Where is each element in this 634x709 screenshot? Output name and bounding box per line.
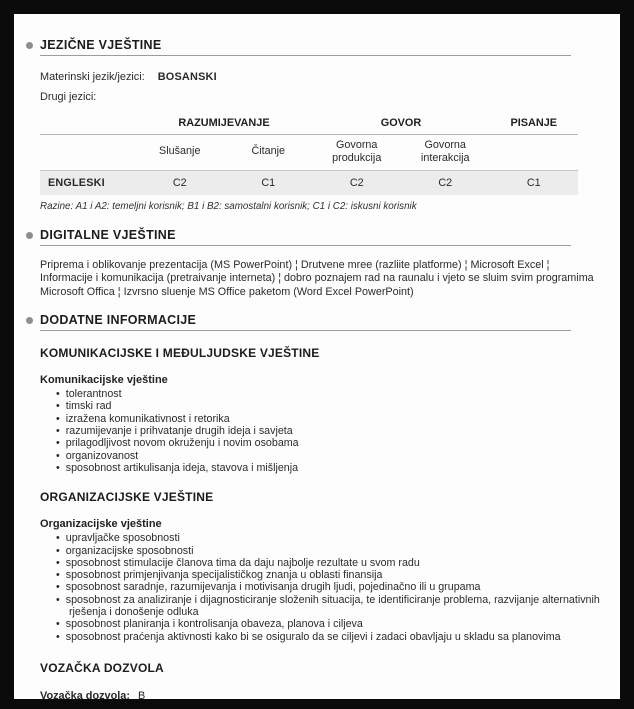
mother-tongue-value: BOSANSKI — [157, 71, 217, 83]
other-languages-row — [40, 91, 614, 103]
list-item: • sposobnost praćenja aktivnosti kako bi se osiguralo da se ciljevi i zadaci obavljaju u skladu sa planovima — [40, 631, 618, 643]
communication-skills-subheading: Komunikacijske vještine — [40, 374, 168, 387]
column-header-understanding: RAZUMIJEVANJE — [136, 115, 313, 135]
section-bullet-icon — [26, 42, 33, 49]
section-bullet-icon — [26, 317, 33, 324]
section-language-skills — [40, 38, 614, 56]
driving-licence-value: B — [138, 689, 146, 699]
cv-content — [14, 14, 620, 699]
column-header-speaking: GOVOR — [313, 115, 490, 135]
list-item: • organizacijske sposobnosti — [40, 545, 618, 557]
level-spoken-production: C2 — [313, 171, 401, 195]
cefr-levels-footnote: Razine: A1 i A2: temeljni korisnik; B1 i B2: samostalni korisnik; C1 i C2: iskusni korisnik — [40, 200, 417, 212]
level-spoken-interaction: C2 — [401, 171, 490, 195]
mother-tongue-row — [40, 71, 614, 83]
list-item: • tolerantnost — [40, 388, 618, 400]
list-item: • razumijevanje i prihvatanje drugih ideja i savjeta — [40, 425, 618, 437]
list-item: • sposobnost planiranja i kontrolisanja obaveza, planova i ciljeva — [40, 618, 618, 630]
empty-cell — [40, 135, 136, 171]
table-row-english — [40, 171, 578, 195]
column-header-writing: PISANJE — [489, 115, 578, 135]
organisational-skills-list — [40, 532, 618, 643]
list-item: • upravljačke sposobnosti — [40, 532, 618, 544]
communication-skills-list — [40, 388, 618, 474]
list-item: • sposobnost primjenjivanja specijalističkog znanja u oblasti finansija — [40, 569, 618, 581]
list-item: • izražena komunikativnost i retorika — [40, 413, 618, 425]
list-item: • sposobnost saradnje, razumijevanja i motivisanja drugih ljudi, pojedinačno ili u grupama — [40, 581, 618, 593]
communication-skills-heading: KOMUNIKACIJSKE I MEĐULJUDSKE VJEŠTINE — [40, 346, 320, 361]
section-rule — [40, 55, 571, 56]
table-sub-header-row — [40, 135, 578, 171]
section-title: DODATNE INFORMACIJE — [40, 313, 197, 328]
driving-licence-row — [40, 690, 614, 699]
section-rule — [40, 330, 571, 331]
driving-licence-heading: VOZAČKA DOZVOLA — [40, 660, 164, 675]
list-item: • sposobnost za analiziranje i dijagnosticiranje složenih situacija, te identificiranje problema, razvijanje alternativnih rješenja i donošenje odluka — [40, 594, 618, 619]
language-name: ENGLESKI — [40, 171, 136, 195]
digital-skills-text: Priprema i oblikovanje prezentacija (MS PowerPoint) ¦ Drutvene mree (razliite platforme) ¦ Microsoft Excel ¦ Informacije i komunikacija (pretraivanje interneta) ¦ dobro poznajem rad na raunalu i vjeto se sluim svim programima Microsoft Offica ¦ Izvrsno sluenje MS Office paketom (Word Excel PowerPoint) — [40, 258, 594, 298]
cv-page — [14, 14, 620, 699]
section-digital-skills — [40, 228, 614, 246]
list-item: • prilagodljivost novom okruženju i novim osobama — [40, 437, 618, 449]
organisational-skills-heading: ORGANIZACIJSKE VJEŠTINE — [40, 490, 214, 505]
driving-licence-label: Vozačka dozvola: — [40, 689, 130, 699]
column-header-spoken-interaction: Govorna interakcija — [401, 135, 490, 171]
list-item: • sposobnost artikulisanja ideja, stavova i mišljenja — [40, 462, 618, 474]
other-languages-label: Drugi jezici: — [40, 91, 97, 103]
section-rule — [40, 245, 571, 246]
level-reading: C1 — [224, 171, 313, 195]
language-levels-table — [40, 115, 578, 195]
list-item: • organizovanost — [40, 450, 618, 462]
organisational-skills-subheading: Organizacijske vještine — [40, 518, 162, 531]
section-bullet-icon — [26, 232, 33, 239]
mother-tongue-label: Materinski jezik/jezici: — [40, 71, 145, 83]
level-listening: C2 — [136, 171, 224, 195]
table-group-header-row — [40, 115, 578, 135]
section-title: JEZIČNE VJEŠTINE — [40, 38, 162, 52]
column-header-spoken-production: Govorna produkcija — [313, 135, 401, 171]
column-header-reading: Čitanje — [224, 135, 313, 171]
empty-cell — [40, 115, 136, 135]
list-item: • sposobnost stimulacije članova tima da daju najbolje rezultate u svom radu — [40, 557, 618, 569]
column-header-listening: Slušanje — [136, 135, 224, 171]
section-title: DIGITALNE VJEŠTINE — [40, 227, 176, 242]
empty-cell — [489, 135, 578, 171]
section-additional-info — [40, 313, 614, 331]
list-item: • timski rad — [40, 400, 618, 412]
level-writing: C1 — [489, 171, 578, 195]
